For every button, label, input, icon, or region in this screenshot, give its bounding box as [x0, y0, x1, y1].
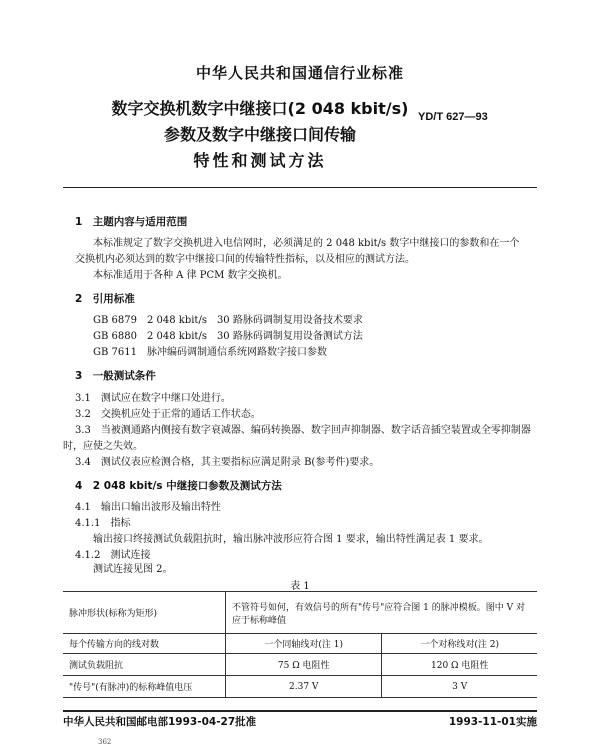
approval-date: 中华人民共和国邮电部1993-04-27批准	[63, 716, 257, 728]
reference-item: GB 7611 脉冲编码调制通信系统网路数字接口参数	[93, 347, 327, 358]
table-cell: 不管符号如何，有效信号的所有"传号"应符合图 1 的脉冲模板。图中 V 对应于标称峰值	[226, 592, 538, 634]
section-3-heading: 3 一般测试条件	[75, 370, 156, 382]
table-row	[63, 676, 537, 698]
table-cell: 一个对称线对(注 2)	[382, 634, 537, 654]
clause-4-1-2: 4.1.2 测试连接	[75, 550, 151, 561]
section-1-para-1b: 交换机内必须达到的数字中继接口间的传输特性指标，以及相应的测试方法。	[75, 254, 415, 265]
header-rule	[63, 187, 537, 188]
clause-4-1-1-text: 输出接口终接测试负载阻抗时，输出脉冲波形应符合图 1 要求，输出特性满足表 1 要求。	[93, 534, 489, 545]
clause-4-1: 4.1 输出口输出波形及输出特性	[75, 502, 221, 513]
title-line-1: 数字交换机数字中继接口(2 048 kbit/s)	[111, 99, 409, 118]
reference-item: GB 6880 2 048 kbit/s 30 路脉码调制复用设备测试方法	[93, 331, 363, 342]
title-line-3: 特性和测试方法	[193, 151, 327, 170]
section-1-para-2: 本标准适用于各种 A 律 PCM 数字交换机。	[93, 270, 288, 281]
page-number: 362	[98, 738, 112, 746]
clause-3-3a: 3.3 当被测通路内侧接有数字衰减器、编码转换器、数字回声抑制器、数字话音插空装置或全零抑制器	[75, 425, 531, 436]
title-line-2: 参数及数字中继接口间传输	[163, 125, 356, 144]
section-2-heading: 2 引用标准	[75, 293, 135, 305]
clause-3-1: 3.1 测试应在数字中继口处进行。	[75, 393, 231, 404]
implementation-date: 1993-11-01实施	[448, 716, 537, 728]
clause-3-2: 3.2 交换机应处于正常的通话工作状态。	[75, 409, 261, 420]
clause-4-1-2-text: 测试连接见图 2。	[93, 564, 173, 575]
table-cell: 一个同轴线对(注 1)	[226, 634, 382, 654]
table-row	[63, 592, 537, 634]
footer-rule	[63, 710, 537, 712]
table-cell: "传号"(有脉冲)的标称峰值电压	[63, 676, 226, 698]
table-cell: 每个传输方向的线对数	[63, 634, 226, 654]
clause-4-1-1: 4.1.1 指标	[75, 518, 131, 529]
table-cell: 120 Ω 电阻性	[382, 654, 537, 676]
table-1	[63, 591, 537, 698]
section-4-heading: 4 2 048 kbit/s 中继接口参数及测试方法	[75, 480, 282, 492]
table-row	[63, 654, 537, 676]
table-cell: 75 Ω 电阻性	[226, 654, 382, 676]
table-cell: 3 V	[382, 676, 537, 698]
table-cell: 测试负载阻抗	[63, 654, 226, 676]
table-cell: 2.37 V	[226, 676, 382, 698]
clause-3-3b: 时，应使之失效。	[63, 441, 143, 452]
section-1-para-1a: 本标准规定了数字交换机进入电信网时，必须满足的 2 048 kbit/s 数字中继接口的参数和在一个	[93, 238, 520, 249]
table-cell: 脉冲形状(标称为矩形)	[63, 592, 226, 634]
reference-item: GB 6879 2 048 kbit/s 30 路脉码调制复用设备技术要求	[93, 315, 363, 326]
table-caption: 表 1	[290, 581, 310, 592]
standard-code: YD/T 627—93	[418, 111, 488, 123]
issuing-org: 中华人民共和国通信行业标准	[195, 64, 404, 82]
table-row	[63, 634, 537, 654]
section-1-heading: 1 主题内容与适用范围	[75, 216, 188, 228]
clause-3-4: 3.4 测试仪表应检测合格，其主要指标应满足附录 B(参考件)要求。	[75, 457, 380, 468]
